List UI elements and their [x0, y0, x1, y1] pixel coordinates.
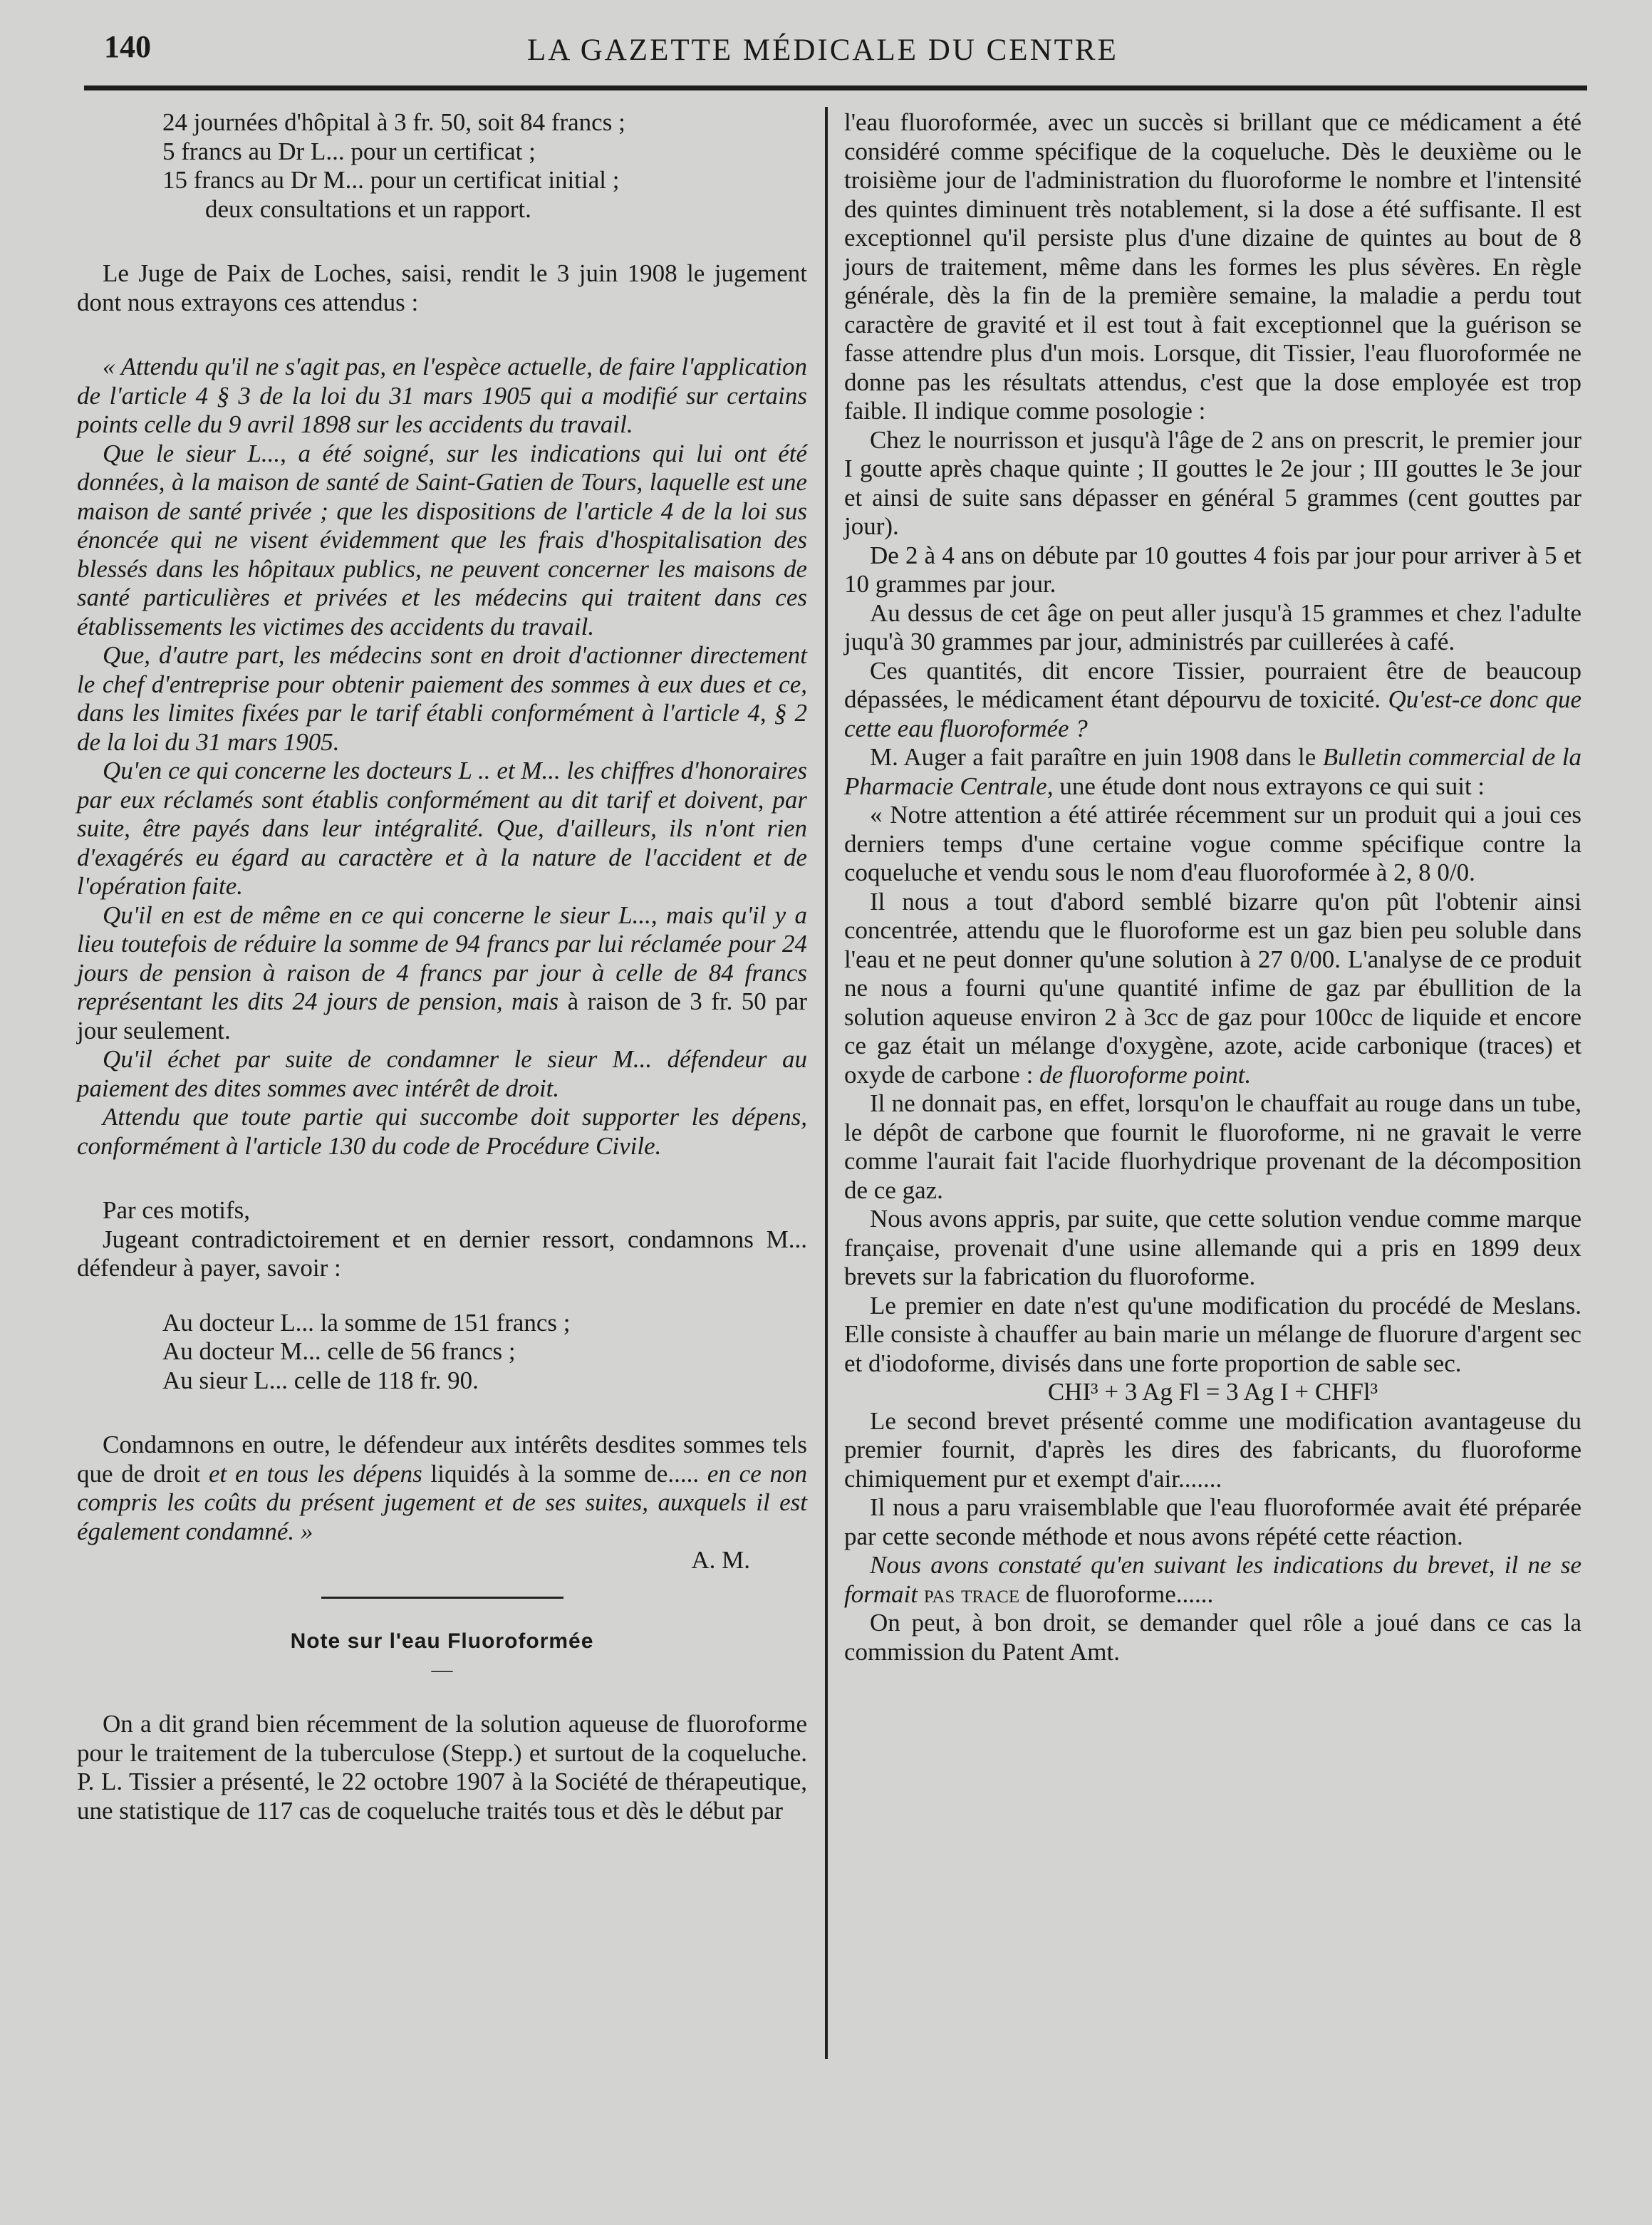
attendu-paragraph: « Attendu qu'il ne s'agit pas, en l'espèce actuelle, de faire l'application de l'article 4 § 3 de la loi du 31 mars 1905 qui a modifié sur certains points celle du 9 avril 1898 sur les accidents du travail.: [77, 353, 807, 438]
left-column: [77, 108, 807, 1825]
page-number: 140: [104, 29, 151, 64]
journal-title: LA GAZETTE MÉDICALE DU CENTRE: [527, 33, 1118, 67]
award-line: Au docteur L... la somme de 151 francs ;: [162, 1308, 571, 1337]
body-paragraph: De 2 à 4 ans on débute par 10 gouttes 4 fois par jour pour arriver à 5 et 10 grammes par jour.: [844, 541, 1581, 598]
fee-line: deux consultations et un rapport.: [205, 195, 531, 223]
jugeant-paragraph: Jugeant contradictoirement et en dernier ressort, condamnons M... défendeur à payer, savoir :: [77, 1225, 807, 1282]
right-column: [844, 108, 1581, 1666]
quote-paragraph: Le second brevet présenté comme une modification avantageuse du premier fournit, d'après les dires des fabricants, du fluoroforme chimiquement pur et exempt d'air.......: [844, 1406, 1581, 1493]
award-line: Au sieur L... celle de 118 fr. 90.: [162, 1366, 479, 1394]
section-rule: [321, 1597, 563, 1599]
attendu-paragraph: Qu'en ce qui concerne les docteurs L .. et M... les chiffres d'honoraires par eux réclamés sont établis conformément au dit tarif et doivent, par suite, être payés dans leur intégralité. Que, d'ailleurs, ils n'ont rien d'exagérés eu égard au caractère et à la nature de l'accident et de l'opération faite.: [77, 757, 807, 900]
award-line: Au docteur M... celle de 56 francs ;: [162, 1337, 516, 1365]
note-intro: On a dit grand bien récemment de la solution aqueuse de fluoroforme pour le traitement de la tuberculose (Stepp.) et surtout de la coqueluche. P. L. Tissier a présenté, le 22 octobre 1907 à la Société de thérapeutique, une statistique de 117 cas de coqueluche traités tous et dès le début par: [77, 1710, 807, 1825]
condamnons-paragraph: Condamnons en outre, le défendeur aux intérêts desdites sommes tels que de droit et en tous les dépens liquidés à la somme de..... en ce non compris les coûts du présent jugement et de ses suites, auxquels il est également condamné. »: [77, 1431, 807, 1545]
quote-paragraph: « Notre attention a été attirée récemment sur un produit qui a joui ces derniers temps d'une certaine vogue comme spécifique contre la coqueluche et vendu sous le nom d'eau fluoroformée à 2, 8 0/0.: [844, 801, 1581, 886]
fee-line: 15 francs au Dr M... pour un certificat initial ;: [162, 166, 620, 194]
attendu-paragraph: Que, d'autre part, les médecins sont en droit d'actionner directement le chef d'entreprise pour obtenir paiement des sommes à eux dues et ce, dans les limites fixées par le tarif établi conformément à l'article 4, § 2 de la loi du 31 mars 1905.: [77, 641, 807, 756]
column-divider: [825, 107, 828, 2059]
body-paragraph: M. Auger a fait paraître en juin 1908 dans le Bulletin commercial de la Pharmacie Centrale, une étude dont nous extrayons ce qui suit :: [844, 743, 1582, 800]
motifs-line: Par ces motifs,: [103, 1196, 251, 1224]
chemical-formula: CHI³ + 3 Ag Fl = 3 Ag I + CHFl³: [1047, 1378, 1378, 1406]
fee-list: [77, 108, 807, 224]
quote-paragraph: Il ne donnait pas, en effet, lorsqu'on le chauffait au rouge dans un tube, le dépôt de carbone que fournit le fluoroforme, ni ne gravait le verre comme l'aurait fait l'acide fluorhydrique provenant de la décomposition de ce gaz.: [844, 1089, 1581, 1204]
fee-line: 24 journées d'hôpital à 3 fr. 50, soit 84 francs ;: [162, 108, 625, 136]
note-title: Note sur l'eau Fluoroformée: [290, 1629, 594, 1653]
body-paragraph: l'eau fluoroformée, avec un succès si brillant que ce médicament a été considéré comme spécifique de la coqueluche. Dès le deuxième ou le troisième jour de l'administration du fluoroforme le nombre et l'intensité des quintes diminuent très notablement, si la dose a été suffisante. Il est exceptionnel qu'il persiste plus d'une dizaine de quintes au bout de 8 jours de traitement, même dans les formes les plus sévères. En règle générale, dès la fin de la première semaine, la maladie a perdu tout caractère de gravité et il est tout à fait exceptionnel que la guérison se fasse attendre plus d'un mois. Lorsque, dit Tissier, l'eau fluoroformée ne donne pas les résultats attendus, c'est que la dose employée est trop faible. Il indique comme posologie :: [844, 108, 1581, 425]
header-rule: [84, 85, 1587, 90]
quote-paragraph: On peut, à bon droit, se demander quel rôle a joué dans ce cas la commission du Patent Amt.: [844, 1609, 1581, 1666]
attendu-paragraph: Que le sieur L..., a été soigné, sur les indications qui lui ont été données, à la maison de santé de Saint-Gatien de Tours, laquelle est une maison de santé privée ; que les dispositions de l'article 4 de la loi sus énoncée qui ne visent évidemment que les frais d'hospitalisation des blessés dans les hôpitaux publics, ne peuvent concerner les maisons de santé particulières et privées et les médecins qui traitent dans ces établissements les victimes des accidents du travail.: [77, 439, 807, 640]
award-list: [77, 1309, 807, 1396]
judgment-intro: Le Juge de Paix de Loches, saisi, rendit le 3 juin 1908 le jugement dont nous extrayons ces attendus :: [77, 259, 807, 316]
fee-line: 5 francs au Dr L... pour un certificat ;: [162, 137, 536, 165]
body-paragraph: Ces quantités, dit encore Tissier, pourraient être de beaucoup dépassées, le médicament étant dépourvu de toxicité. Qu'est-ce donc que cette eau fluoroformée ?: [844, 656, 1581, 742]
title-dash: —: [431, 1658, 453, 1681]
attendu-paragraph: Qu'il en est de même en ce qui concerne le sieur L..., mais qu'il y a lieu toutefois de réduire la somme de 94 francs par lui réclamée pour 24 jours de pension à raison de 4 francs par jour à celle de 84 francs représentant les dits 24 jours de pension, mais à raison de 3 fr. 50 par jour seulement.: [77, 901, 807, 1044]
attendu-paragraph: Attendu que toute partie qui succombe doit supporter les dépens, conformément à l'article 130 du code de Procédure Civile.: [77, 1103, 807, 1160]
attendu-paragraph: Qu'il échet par suite de condamner le sieur M... défendeur au paiement des dites sommes avec intérêt de droit.: [77, 1045, 807, 1102]
signature: A. M.: [691, 1546, 750, 1574]
quote-paragraph: Il nous a paru vraisemblable que l'eau fluoroformée avait été préparée par cette seconde méthode et nous avons répété cette réaction.: [844, 1493, 1581, 1550]
quote-paragraph: Il nous a tout d'abord semblé bizarre qu'on pût l'obtenir ainsi concentrée, attendu que le fluoroforme est un gaz bien peu soluble dans l'eau et ne peut donner qu'une solution à 27 0/00. L'analyse de ce produit ne nous a fourni qu'une quantité infime de gaz par ébullition de la solution aqueuse environ 2 à 3cc de gaz pour 100cc de liquide et encore ce gaz était un mélange d'oxygène, azote, acide carbonique (traces) et oxyde de carbone : de fluoroforme point.: [844, 887, 1581, 1089]
quote-paragraph: Le premier en date n'est qu'une modification du procédé de Meslans. Elle consiste à chauffer au bain marie un mélange de fluorure d'argent sec et d'iodoforme, divisés dans une forte proportion de sable sec.: [844, 1291, 1581, 1377]
body-paragraph: Au dessus de cet âge on peut aller jusqu'à 15 grammes et chez l'adulte juqu'à 30 grammes par jour, administrés par cuillerées à café.: [844, 598, 1581, 655]
quote-paragraph: Nous avons constaté qu'en suivant les indications du brevet, il ne se formait pas trace de fluoroforme......: [844, 1551, 1581, 1608]
quote-paragraph: Nous avons appris, par suite, que cette solution vendue comme marque française, provenait d'une usine allemande qui a pris en 1899 deux brevets sur la fabrication du fluoroforme.: [844, 1205, 1581, 1290]
body-paragraph: Chez le nourrisson et jusqu'à l'âge de 2 ans on prescrit, le premier jour I goutte après chaque quinte ; II gouttes le 2e jour ; III gouttes le 3e jour et ainsi de suite sans dépasser en général 5 grammes (cent gouttes par jour).: [844, 425, 1581, 540]
